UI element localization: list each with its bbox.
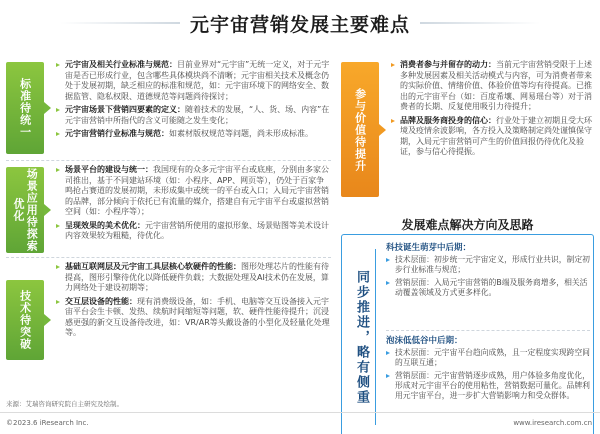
section-tag: 场景应用待探索优化 <box>6 167 44 253</box>
solve-box <box>341 234 594 434</box>
right-column <box>341 56 594 405</box>
page-title: 元宇宙营销发展主要难点 <box>190 13 411 36</box>
section-scenarios <box>6 161 331 258</box>
section-tag: 参与价值待提升 <box>341 62 379 197</box>
list-item: 呈现效果的美术优化：元宇宙营销所使用的虚拟形象、场景贴图等美术设计内容效果较为粗糙，待优化。 <box>56 221 331 242</box>
section-standards <box>6 56 331 161</box>
stage-early <box>386 241 590 301</box>
list-item: 品牌及服务商投身的信心：行业处于建立初期且受大环境及疫情余波影响，各方投入及策略制定尚处谨慎保守期，入局元宇宙营销可产生的价值回报仍待优化及验证，参与信心待提振。 <box>391 116 594 158</box>
section-items <box>56 56 331 140</box>
stage-title: 科技诞生萌芽中后期： <box>386 243 472 253</box>
section-tag: 标准待统一 <box>6 62 44 154</box>
title-line-right <box>420 22 540 24</box>
list-item: 营销层面：元宇宙营销逐步成熟，用户体验多角度优化，形成对元宇宙平台的使用粘性，营销数据可量化。品牌利用元宇宙平台，进一步扩大营销影响力和受众群体。 <box>386 371 590 401</box>
list-item: 营销层面：入局元宇宙营销的B端及服务商增多，相关活动覆盖领域及方式更多样化。 <box>386 278 590 298</box>
left-column <box>6 56 331 396</box>
solve-title: 发展难点解决方向及思路 <box>401 218 534 232</box>
footer <box>0 412 600 434</box>
vertical-label: 同步推进，略有侧重 <box>348 249 376 425</box>
section-items <box>391 56 594 158</box>
list-item: 技术层面：元宇宙平台趋向成熟，且一定程度实现跨空间的互联互通； <box>386 348 590 368</box>
list-item: 交互层设备的性能：现有消费级设备，如：手机、电脑等交互设备接入元宇宙平台会生卡顿、发热、续航时间缩短等问题，软、硬件性能待提升；沉浸感更强的新交互设备待改进，如：VR/AR等头戴设备的小型化及轻量化处理等。 <box>56 297 331 339</box>
title-bar <box>60 6 540 40</box>
section-tag: 技术待突破 <box>6 280 44 360</box>
copyright: ©2023.6 iResearch Inc. <box>6 419 89 427</box>
list-item: 元宇宙场景下营销四要素的定义：随着技术的发展，“人、货、场、内容”在元宇宙营销中所指代的含义可能随之发生变化； <box>56 105 331 126</box>
list-item: 技术层面：初步统一元宇宙定义，形成行业共识，制定初步行业标准与规范； <box>386 255 590 275</box>
website: www.iresearch.com.cn <box>513 419 592 427</box>
section-participation <box>341 56 594 206</box>
source-note: 来源：艾瑞咨询研究院自主研究及绘制。 <box>6 400 123 408</box>
section-items <box>56 258 331 339</box>
stage-title: 泡沫低低谷中后期： <box>386 336 463 346</box>
list-item: 元宇宙营销行业标准与规范：如素材版权规范等问题，尚未形成标准。 <box>56 129 331 140</box>
list-item: 基础互联网层及元宇宙工具层核心软硬件的性能：图形处理芯片的性能有待提高，图形引擎待优化以降低硬件负载；大数据处理及AI技术仍在发展，算力网络处于建设初期等； <box>56 262 331 294</box>
section-technology <box>6 258 331 396</box>
stage-divider <box>386 330 590 331</box>
stage-late <box>386 327 590 404</box>
section-items <box>56 161 331 242</box>
list-item: 消费者参与并留存的动力：当前元宇宙营销受限于上述多种发展因素及相关活动模式与内容，可为消费者带来的实际价值、情绪价值、体验价值等均有待提高。已推出的元宇宙平台（如：百度希壤、网易瑶台等）对于消费者的长期、反复使用吸引力待提升； <box>391 60 594 113</box>
list-item: 元宇宙及相关行业标准与规范：目前业界对“元宇宙”无统一定义，对于元宇宙是否已形成行业，包含哪些具体模块尚不清晰；元宇宙相关技术及概念仍处于发展初期，缺乏相应的标准和规范，如：元宇宙环境下的网络安全、数据监管、隐私权限、道德规范等问题尚待探讨； <box>56 60 331 102</box>
title-line-left <box>60 22 180 24</box>
list-item: 场景平台的建设与统一：我国现有的众多元宇宙平台或底座，分别由多家公司推出，基于不同建站环境（如：小程序、APP、网页等），仍处于百家争鸣抢占赛道的发展初期，未形成集中或统一的平台或入口；入局元宇宙营销的品牌，部分倾向于依托已有流量的媒介，搭建自有元宇宙平台或虚拟营销空间（如：小程序等）； <box>56 165 331 218</box>
